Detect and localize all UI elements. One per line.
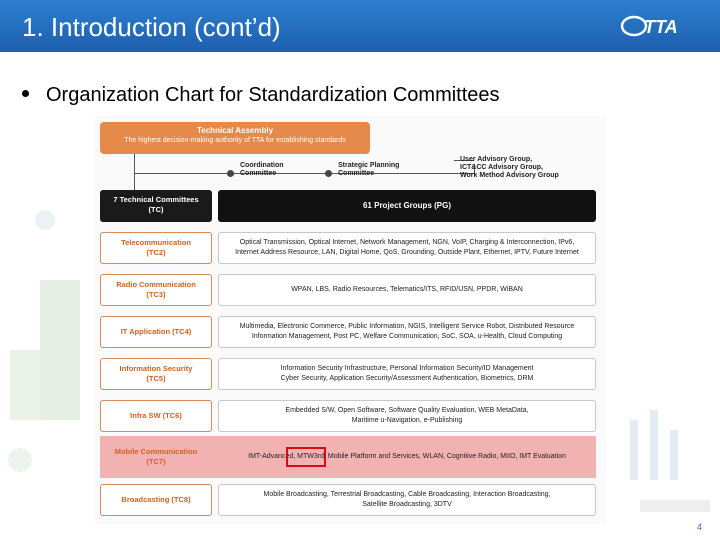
groups-line: Information Management, Post PC, Welfare Communication, SoC, SOA, u-Health, Cloud Computing	[251, 333, 563, 340]
advisory-work-method: Work Method Advisory Group	[460, 172, 559, 179]
advisory-user: User Advisory Group,	[460, 156, 533, 163]
project-groups-header: 61 Project Groups (PG)	[218, 190, 596, 222]
committee-code-text: (TC2)	[146, 248, 166, 257]
committee-code-text: (TC7)	[146, 457, 166, 466]
title-bar	[0, 0, 720, 52]
technical-assembly-box	[100, 122, 370, 154]
background-decoration-left	[0, 180, 90, 500]
strategic-planning-label: Strategic Planning Committee	[338, 162, 400, 177]
committee-name-text: Mobile Communication	[114, 447, 198, 456]
technical-committees-header	[100, 190, 212, 222]
project-groups-cell	[218, 436, 596, 478]
bullet-dot-icon	[22, 90, 29, 97]
advisory-groups-label	[460, 156, 600, 180]
bullet-text: Organization Chart for Standardization Committees	[46, 84, 500, 106]
committee-row-tc2	[100, 232, 596, 264]
project-groups-cell	[218, 316, 596, 348]
page-number: 4	[696, 522, 702, 532]
committee-name-text: Telecommunication	[121, 238, 191, 247]
committee-row-tc7	[100, 436, 596, 478]
project-groups-cell	[218, 400, 596, 432]
project-groups-cell	[218, 484, 596, 516]
groups-line: Internet Address Resource, LAN, Digital Home, QoS, Grounding, Outside Plant, Ethernet, IPTV, Future Internet	[235, 249, 579, 256]
groups-line: Maritime u-Navigation, e-Publishing	[351, 417, 463, 424]
committee-row-tc4	[100, 316, 596, 348]
committee-row-tc3	[100, 274, 596, 306]
groups-line: Embedded S/W, Open Software, Software Quality Evaluation, WEB MetaData,	[285, 407, 529, 414]
groups-line: Information Security Infrastructure, Personal Information Security/ID Management	[280, 365, 534, 372]
groups-line: WPAN, LBS, Radio Resources, Telematics/ITS, RFID/USN, PPDR, WiBAN	[291, 286, 523, 293]
project-groups-cell	[218, 232, 596, 264]
tta-logo	[620, 12, 702, 40]
project-groups-cell	[218, 358, 596, 390]
committee-name	[100, 274, 212, 306]
assembly-title: Technical Assembly	[196, 126, 274, 135]
slide-title: 1. Introduction (cont’d)	[22, 12, 281, 42]
groups-line: IMT-Advanced, MTW3rd, Mobile Platform and Services, WLAN, Cognitive Radio, MIIO, IMT Evaluation	[248, 453, 566, 460]
groups-line: Optical Transmission, Optical Internet, Network Management, NGN, VoIP, Charging & Interconnection, IPv6,	[239, 239, 575, 246]
strategic-node-icon	[325, 170, 332, 177]
connector-vertical	[134, 154, 135, 190]
committee-name	[100, 484, 212, 516]
coordination-committee-label: Coordination Committee	[240, 162, 284, 177]
logo-text: TTA	[644, 17, 678, 37]
project-groups-cell	[218, 274, 596, 306]
committee-row-tc5	[100, 358, 596, 390]
committee-name-text: IT Application (TC4)	[120, 327, 192, 336]
committee-name-text: Radio Communication	[116, 280, 196, 289]
committee-name-text: Broadcasting (TC8)	[121, 495, 191, 504]
connector-horizontal	[134, 173, 474, 174]
assembly-subtitle: The highest decision-making authority of TTA for establishing standards	[124, 137, 346, 144]
committee-row-tc6	[100, 400, 596, 432]
groups-line: Multimedia, Electronic Commerce, Public Information, NGIS, Intelligent Service Robot, Distributed Resource	[239, 323, 575, 330]
advisory-ictcc: ICT&CC Advisory Group,	[460, 164, 543, 171]
groups-line: Mobile Broadcasting, Terrestrial Broadcasting, Cable Broadcasting, Interaction Broadcasting,	[263, 491, 551, 498]
committee-row-tc8	[100, 484, 596, 516]
committee-name	[100, 358, 212, 390]
committee-code-text: (TC3)	[146, 290, 166, 299]
organization-chart	[94, 116, 606, 524]
coordination-node-icon	[227, 170, 234, 177]
groups-line: Satellite Broadcasting, 3DTV	[362, 501, 452, 508]
committee-name	[100, 316, 212, 348]
committee-code-text: (TC5)	[146, 374, 166, 383]
committee-name-text: Information Security	[119, 364, 193, 373]
tta-logo-graphic	[620, 12, 702, 40]
committee-name	[100, 232, 212, 264]
committee-name	[100, 436, 212, 478]
groups-line: Cyber Security, Application Security/Assessment Authentication, Biometrics, DRM	[280, 375, 534, 382]
committee-name	[100, 400, 212, 432]
committee-name-text: Infra SW (TC6)	[130, 411, 182, 420]
tc-header-line1: 7 Technical Committees	[113, 195, 199, 204]
tc-header-line2: (TC)	[148, 205, 164, 214]
background-decoration-right	[610, 380, 720, 540]
mtw3rd-highlight-box	[286, 447, 326, 467]
